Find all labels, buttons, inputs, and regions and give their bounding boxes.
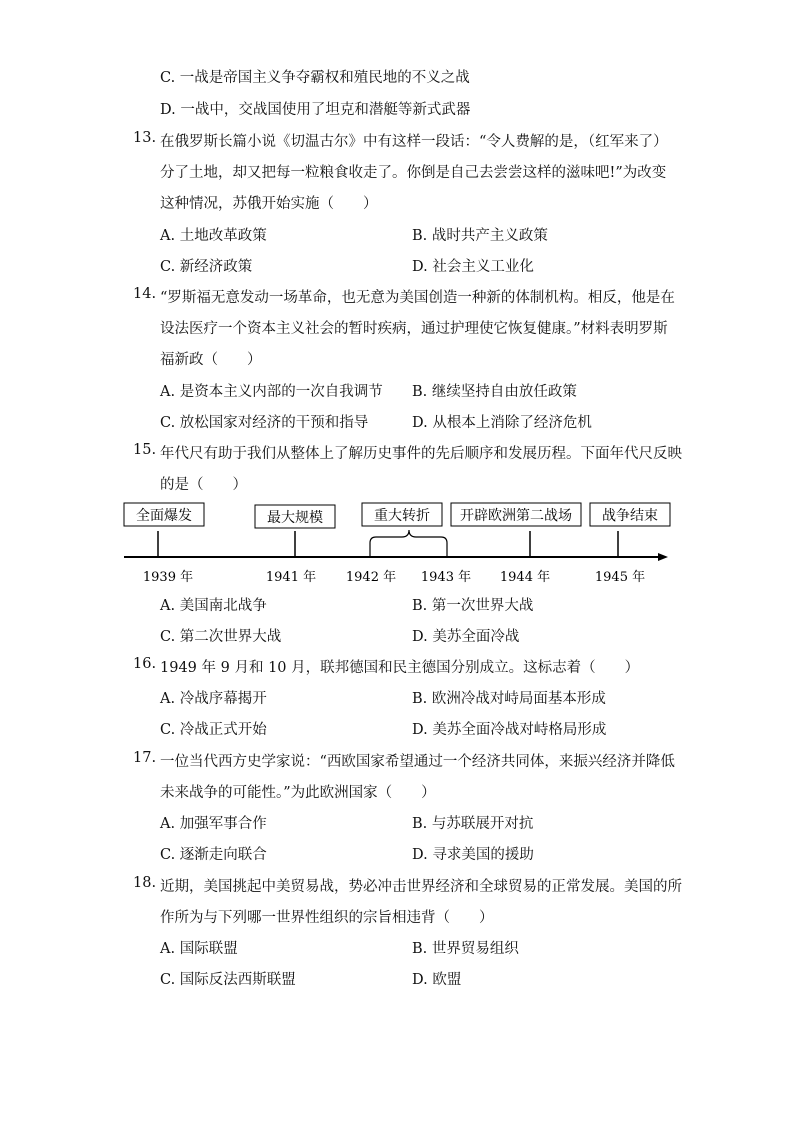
q15-option-c: C. 第二次世界大战 [160, 629, 282, 645]
q15-stem-line-1: 年代尺有助于我们从整体上了解历史事件的先后顺序和发展历程。下面年代尺反映 [160, 446, 682, 462]
q18-option-b: B. 世界贸易组织 [412, 941, 519, 957]
q13-option-b: B. 战时共产主义政策 [412, 228, 548, 244]
q14-stem-line-2: 设法医疗一个资本主义社会的暂时疾病，通过护理使它恢复健康。”材料表明罗斯 [160, 321, 668, 337]
q14-option-b: B. 继续坚持自由放任政策 [412, 384, 577, 400]
q18-stem-line-2: 作所为与下列哪一世界性组织的宗旨相违背（ ） [160, 910, 494, 926]
q16-stem-line-1: 1949 年 9 月和 10 月，联邦德国和民主德国分别成立。这标志着（ ） [160, 660, 640, 676]
q15-stem-line-2: 的是（ ） [160, 477, 247, 493]
q18-option-d: D. 欧盟 [412, 972, 462, 988]
q14-option-c: C. 放松国家对经济的干预和指导 [160, 415, 369, 431]
timeline-event-1: 全面爆发 [136, 508, 192, 524]
q14-option-a: A. 是资本主义内部的一次自我调节 [160, 384, 383, 400]
q13-stem-line-2: 分了土地，却又把每一粒粮食收走了。你倒是自己去尝尝这样的滋味吧!”为改变 [160, 165, 667, 181]
q14-stem-line-3: 福新政（ ） [160, 352, 262, 368]
q16-option-d: D. 美苏全面冷战对峙格局形成 [412, 722, 607, 738]
timeline-event-2: 最大规模 [267, 510, 323, 526]
q18-number: 18. [133, 875, 157, 891]
q15-option-a: A. 美国南北战争 [160, 598, 267, 614]
q15-option-b: B. 第一次世界大战 [412, 598, 534, 614]
timeline-event-5: 战争结束 [602, 508, 658, 524]
q16-option-b: B. 欧洲冷战对峙局面基本形成 [412, 691, 606, 707]
q18-option-a: A. 国际联盟 [160, 941, 238, 957]
timeline-brace [370, 530, 447, 556]
timeline-year-1945: 1945 年 [594, 570, 646, 585]
q15-number: 15. [133, 442, 157, 458]
timeline-year-1942: 1942 年 [345, 570, 397, 585]
q17-option-d: D. 寻求美国的援助 [412, 847, 534, 863]
q15-option-d: D. 美苏全面冷战 [412, 629, 520, 645]
q18-option-c: C. 国际反法西斯联盟 [160, 972, 296, 988]
q17-option-a: A. 加强军事合作 [160, 816, 267, 832]
timeline-event-4: 开辟欧洲第二战场 [460, 508, 572, 524]
q16-option-c: C. 冷战正式开始 [160, 722, 267, 738]
timeline-year-1939: 1939 年 [142, 570, 194, 585]
q13-stem-line-3: 这种情况，苏俄开始实施（ ） [160, 196, 378, 212]
q13-stem-line-1: 在俄罗斯长篇小说《切温古尔》中有这样一段话：“令人费解的是，（红军来了） [160, 134, 668, 150]
timeline-event-3: 重大转折 [374, 508, 430, 524]
q18-stem-line-1: 近期，美国挑起中美贸易战，势必冲击世界经济和全球贸易的正常发展。美国的所 [160, 879, 682, 895]
q13-option-c: C. 新经济政策 [160, 259, 253, 275]
q17-number: 17. [133, 750, 157, 766]
q16-option-a: A. 冷战序幕揭开 [160, 691, 267, 707]
q14-stem-line-1: “罗斯福无意发动一场革命，也无意为美国创造一种新的体制机构。相反，他是在 [160, 290, 675, 306]
q14-option-d: D. 从根本上消除了经济危机 [412, 415, 592, 431]
q17-option-b: B. 与苏联展开对抗 [412, 816, 534, 832]
q13-option-a: A. 土地改革政策 [160, 228, 267, 244]
q13-option-d: D. 社会主义工业化 [412, 259, 534, 275]
q16-number: 16. [133, 656, 157, 672]
timeline-year-1943: 1943 年 [420, 570, 472, 585]
q12-option-d: D. 一战中，交战国使用了坦克和潜艇等新式武器 [160, 102, 471, 118]
q17-stem-line-1: 一位当代西方史学家说：“西欧国家希望通过一个经济共同体，来振兴经济并降低 [160, 754, 675, 770]
timeline-year-1941: 1941 年 [265, 570, 317, 585]
q14-number: 14. [133, 286, 157, 302]
q17-option-c: C. 逐渐走向联合 [160, 847, 267, 863]
timeline-year-1944: 1944 年 [499, 570, 551, 585]
q17-stem-line-2: 未来战争的可能性。”为此欧洲国家（ ） [160, 785, 436, 801]
timeline-arrow [658, 553, 668, 561]
q13-number: 13. [133, 130, 157, 146]
q12-option-c: C. 一战是帝国主义争夺霸权和殖民地的不义之战 [160, 70, 470, 86]
